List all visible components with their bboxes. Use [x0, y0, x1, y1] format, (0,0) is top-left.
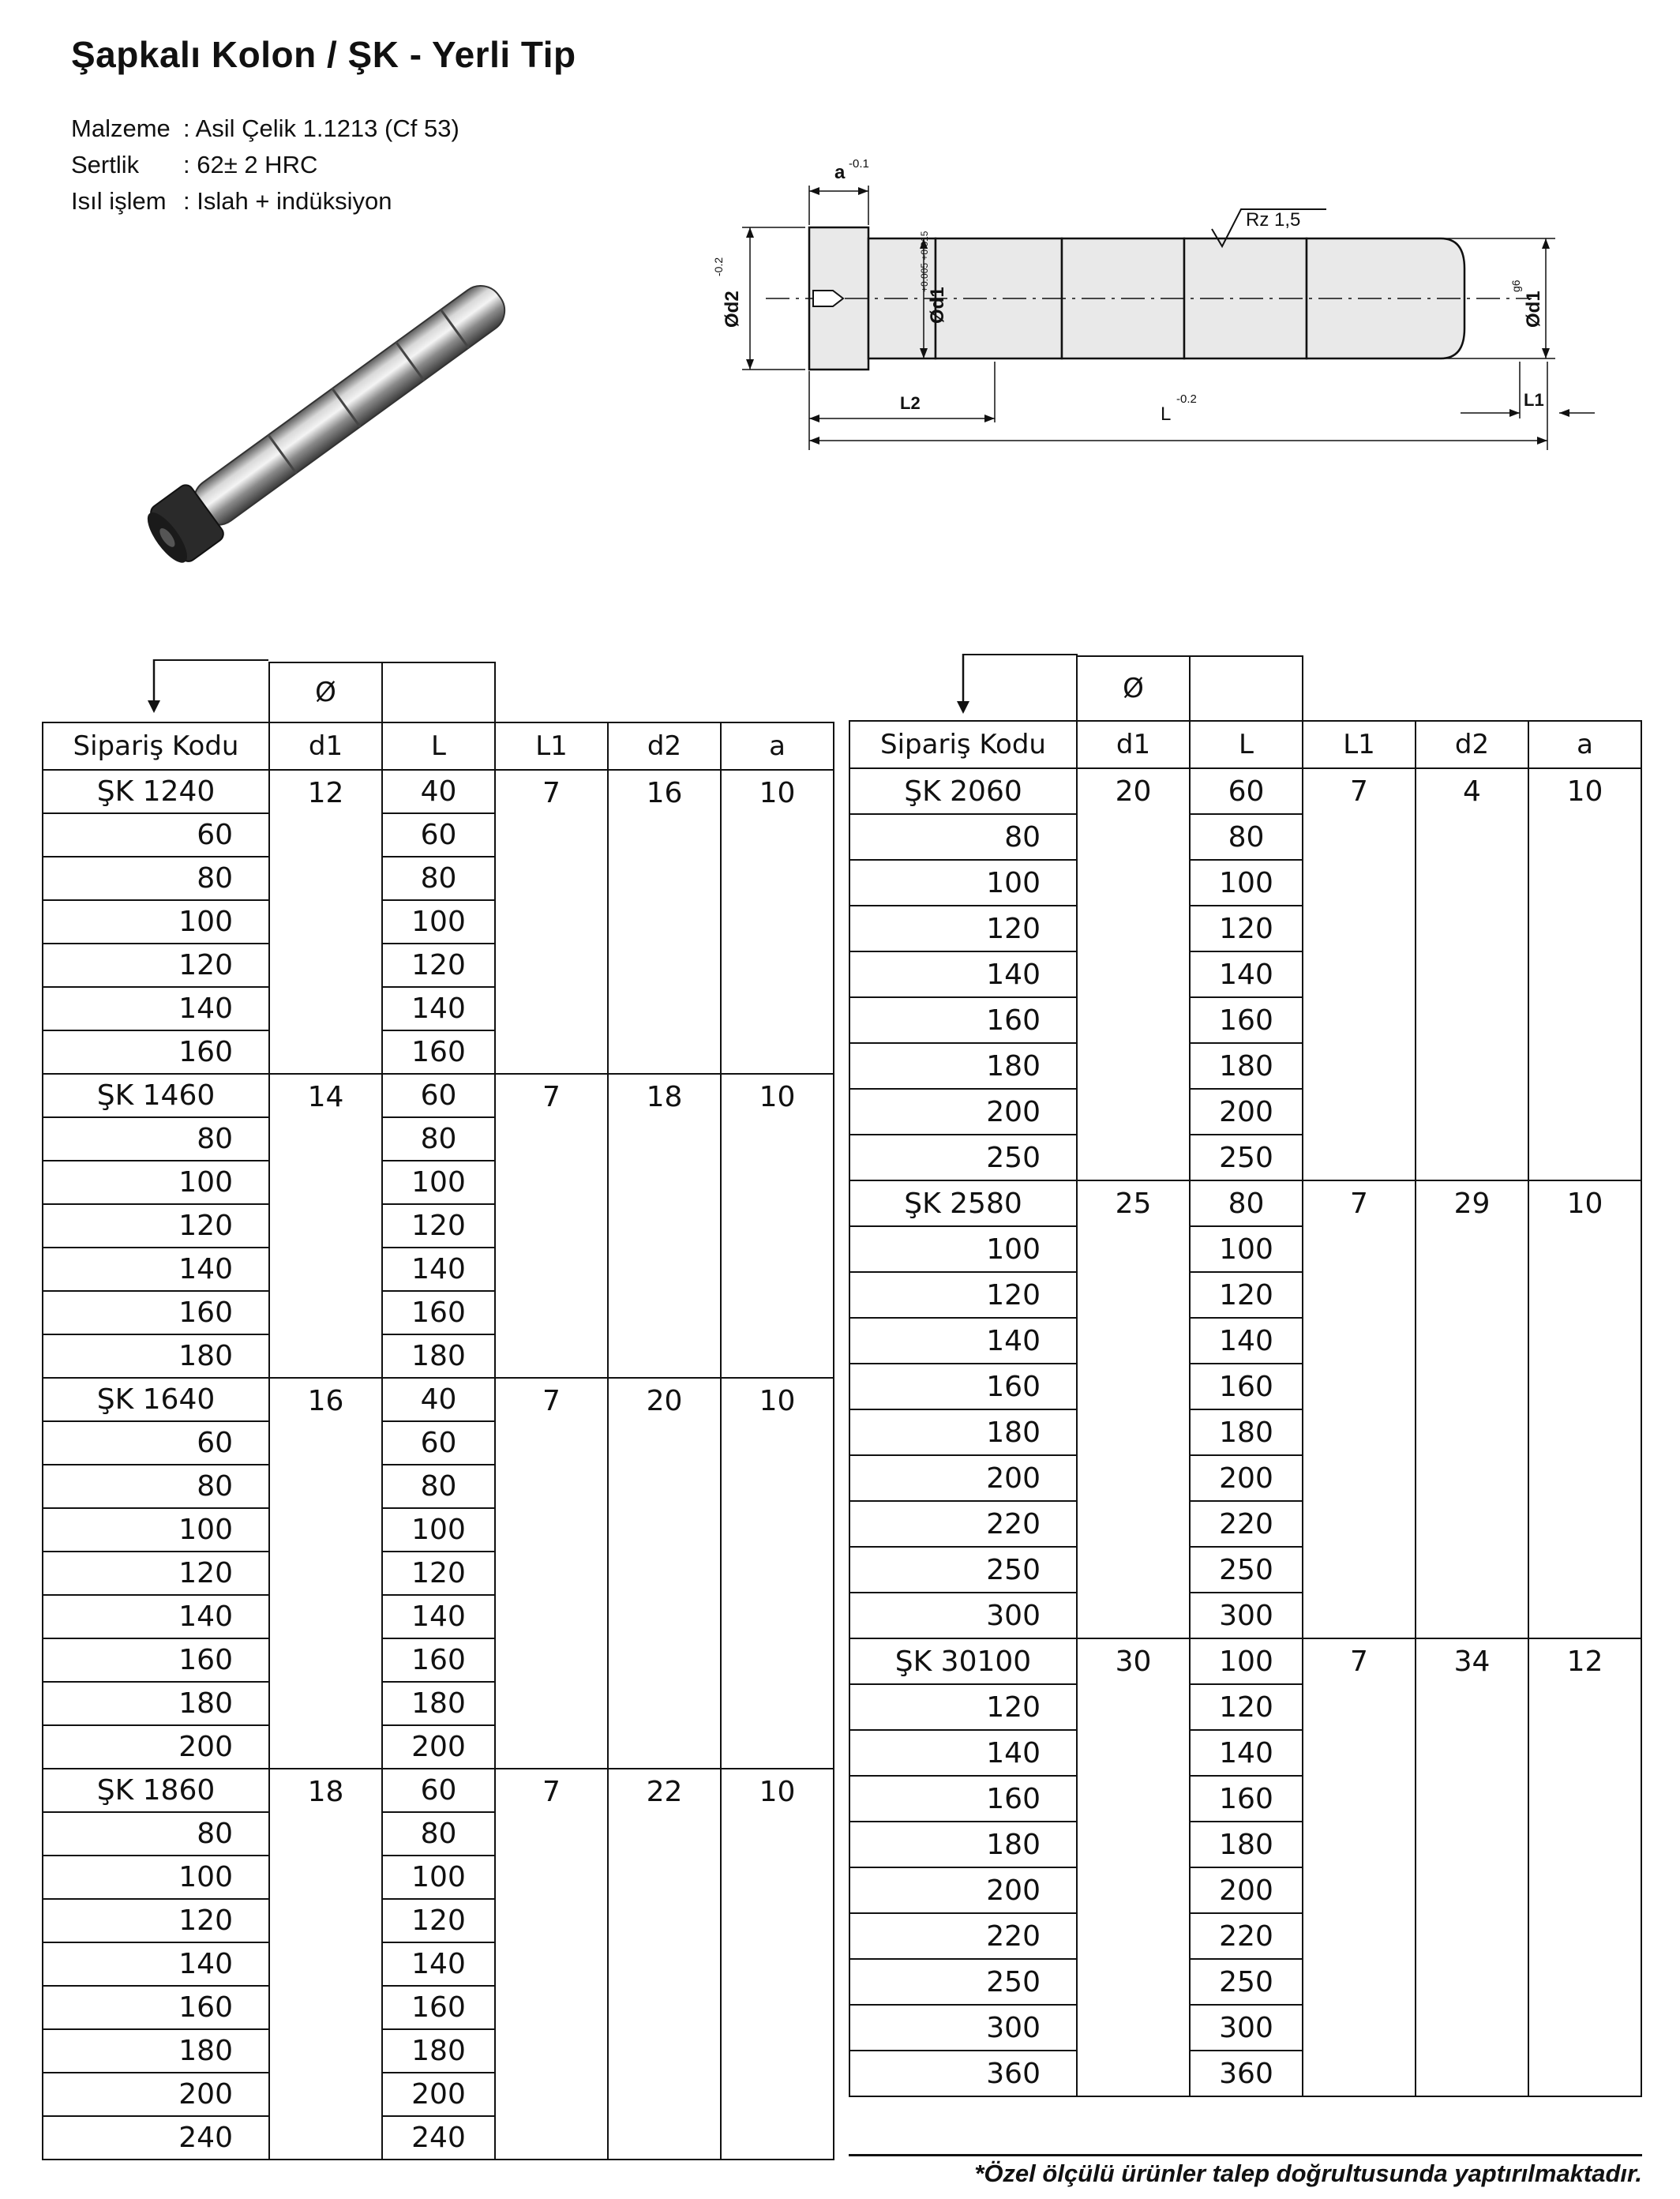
- length-cell: 160: [1190, 1776, 1303, 1822]
- column-header-5: a: [721, 722, 834, 770]
- material-specs: [71, 111, 459, 220]
- order-code-cell: 100: [43, 1856, 269, 1899]
- spec-label: Malzeme: [71, 114, 171, 142]
- column-header-3: L1: [1303, 721, 1416, 768]
- table-row: [849, 1180, 1641, 1226]
- order-code-cell: ŞK 1640: [43, 1378, 269, 1421]
- technical-drawing: [703, 150, 1611, 458]
- order-code-cell: 100: [43, 900, 269, 944]
- d2-label: Ød2: [722, 291, 743, 328]
- length-cell: 200: [382, 1725, 495, 1769]
- length-cell: 240: [382, 2116, 495, 2160]
- order-code-cell: 160: [849, 1364, 1077, 1409]
- order-code-cell: 120: [43, 1899, 269, 1942]
- diameter-blank-cell: [382, 662, 495, 722]
- column-header-2: L: [1190, 721, 1303, 768]
- order-code-cell: 200: [43, 2073, 269, 2116]
- order-code-cell: 120: [43, 1204, 269, 1248]
- order-code-cell: 140: [43, 1942, 269, 1986]
- spec-label: Isıl işlem: [71, 187, 167, 215]
- a-cell: 10: [1528, 1180, 1641, 1638]
- length-cell: 220: [1190, 1501, 1303, 1547]
- blank-cell: [495, 662, 834, 722]
- length-cell: 60: [382, 813, 495, 857]
- order-code-cell: 100: [849, 860, 1077, 906]
- diameter-symbol-cell: Ø: [269, 662, 382, 722]
- length-cell: 40: [382, 770, 495, 813]
- column-header-5: a: [1528, 721, 1641, 768]
- d1-tolerance: +0.005 +0.015: [919, 231, 930, 292]
- table-row: [849, 1638, 1641, 1684]
- order-code-cell: 200: [43, 1725, 269, 1769]
- length-cell: 100: [1190, 1226, 1303, 1272]
- order-code-cell: 80: [43, 1465, 269, 1508]
- order-code-cell: 100: [43, 1508, 269, 1552]
- l1-cell: 7: [1303, 1180, 1416, 1638]
- length-cell: 140: [1190, 1318, 1303, 1364]
- roughness-label: Rz 1,5: [1246, 209, 1301, 231]
- guide-pin-photo: [138, 272, 564, 565]
- spec-value: : Islah + indüksiyon: [183, 187, 392, 215]
- l1-cell: 7: [1303, 1638, 1416, 2096]
- d2-cell: 16: [608, 770, 721, 1074]
- order-code-cell: 160: [43, 1638, 269, 1682]
- length-cell: 100: [382, 1508, 495, 1552]
- a-cell: 10: [1528, 768, 1641, 1180]
- d2-cell: 29: [1416, 1180, 1528, 1638]
- d2-cell: 34: [1416, 1638, 1528, 2096]
- length-cell: 80: [382, 1812, 495, 1856]
- length-cell: 360: [1190, 2051, 1303, 2096]
- length-cell: 100: [382, 1161, 495, 1204]
- d2-cell: 20: [608, 1378, 721, 1769]
- order-code-cell: 250: [849, 1547, 1077, 1593]
- order-code-cell: 180: [43, 2029, 269, 2073]
- length-cell: 220: [1190, 1913, 1303, 1959]
- order-code-cell: 140: [43, 987, 269, 1030]
- order-code-cell: 200: [849, 1455, 1077, 1501]
- length-cell: 140: [382, 1942, 495, 1986]
- order-code-cell: 120: [849, 906, 1077, 951]
- order-code-cell: ŞK 1240: [43, 770, 269, 813]
- length-cell: 80: [382, 857, 495, 900]
- length-cell: 300: [1190, 1593, 1303, 1638]
- order-code-cell: 220: [849, 1501, 1077, 1547]
- length-cell: 140: [382, 987, 495, 1030]
- length-cell: 120: [382, 1552, 495, 1595]
- length-cell: 120: [382, 944, 495, 987]
- a-cell: 10: [721, 770, 834, 1074]
- order-code-cell: ŞK 2580: [849, 1180, 1077, 1226]
- d1-label: Ød1: [927, 287, 948, 324]
- diameter-header-row: [43, 662, 834, 722]
- l2-label: L2: [900, 393, 921, 413]
- length-cell: 180: [382, 1334, 495, 1378]
- l1-cell: 7: [495, 1074, 608, 1378]
- length-cell: 80: [382, 1117, 495, 1161]
- order-code-cell: 80: [43, 857, 269, 900]
- a-cell: 10: [721, 1769, 834, 2160]
- order-code-cell: 180: [849, 1409, 1077, 1455]
- length-cell: 200: [1190, 1089, 1303, 1135]
- length-cell: 100: [382, 1856, 495, 1899]
- a-tolerance: -0.1: [849, 157, 869, 171]
- l1-label: L1: [1524, 390, 1544, 410]
- column-header-row: [43, 722, 834, 770]
- table-row: [43, 1074, 834, 1117]
- d1-cell: 18: [269, 1769, 382, 2160]
- l-tolerance: -0.2: [1176, 392, 1197, 406]
- order-code-cell: 240: [43, 2116, 269, 2160]
- order-code-cell: 180: [849, 1822, 1077, 1867]
- order-code-cell: 180: [43, 1334, 269, 1378]
- length-cell: 180: [382, 2029, 495, 2073]
- length-cell: 80: [1190, 1180, 1303, 1226]
- order-code-cell: 140: [43, 1595, 269, 1638]
- table-row: [849, 768, 1641, 814]
- length-cell: 180: [1190, 1409, 1303, 1455]
- length-cell: 140: [382, 1248, 495, 1291]
- left-table-arrow-line: [153, 659, 268, 661]
- order-code-cell: 100: [43, 1161, 269, 1204]
- length-cell: 80: [1190, 814, 1303, 860]
- length-cell: 60: [1190, 768, 1303, 814]
- order-code-cell: 80: [849, 814, 1077, 860]
- order-code-cell: 60: [43, 1421, 269, 1465]
- d1-right-tolerance: g6: [1509, 280, 1522, 292]
- footnote: *Özel ölçülü ürünler talep doğrultusunda yaptırılmaktadır.: [974, 2160, 1642, 2187]
- length-cell: 180: [1190, 1822, 1303, 1867]
- a-cell: 10: [721, 1074, 834, 1378]
- blank-cell: [1303, 656, 1641, 721]
- l1-cell: 7: [495, 770, 608, 1074]
- right-spec-table: [849, 655, 1642, 2097]
- d2-tolerance: -0.2: [712, 257, 725, 276]
- l1-cell: 7: [1303, 768, 1416, 1180]
- length-cell: 160: [382, 1030, 495, 1074]
- length-cell: 180: [382, 1682, 495, 1725]
- order-code-cell: 300: [849, 1593, 1077, 1638]
- order-code-cell: 160: [43, 1291, 269, 1334]
- order-code-cell: 250: [849, 1135, 1077, 1180]
- length-cell: 250: [1190, 1959, 1303, 2005]
- order-code-cell: 120: [849, 1272, 1077, 1318]
- order-code-cell: 220: [849, 1913, 1077, 1959]
- order-code-cell: 160: [43, 1986, 269, 2029]
- order-code-cell: 180: [849, 1043, 1077, 1089]
- length-cell: 120: [382, 1899, 495, 1942]
- left-spec-table: [42, 662, 834, 2160]
- length-cell: 120: [1190, 1684, 1303, 1730]
- length-cell: 120: [1190, 906, 1303, 951]
- length-cell: 120: [382, 1204, 495, 1248]
- column-header-1: d1: [1077, 721, 1190, 768]
- order-code-cell: 120: [43, 944, 269, 987]
- d1-cell: 25: [1077, 1180, 1190, 1638]
- order-code-cell: ŞK 1460: [43, 1074, 269, 1117]
- table-row: [43, 1769, 834, 1812]
- column-header-0: Sipariş Kodu: [849, 721, 1077, 768]
- table-row: [43, 770, 834, 813]
- length-cell: 60: [382, 1421, 495, 1465]
- diameter-blank-cell: [1190, 656, 1303, 721]
- order-code-cell: 140: [849, 1730, 1077, 1776]
- order-code-cell: ŞK 2060: [849, 768, 1077, 814]
- table-row: [43, 1378, 834, 1421]
- length-cell: 250: [1190, 1135, 1303, 1180]
- d1-cell: 20: [1077, 768, 1190, 1180]
- footnote-rule: [849, 2154, 1642, 2156]
- a-cell: 10: [721, 1378, 834, 1769]
- d1-cell: 16: [269, 1378, 382, 1769]
- blank-cell: [43, 662, 269, 722]
- d1-cell: 12: [269, 770, 382, 1074]
- order-code-cell: ŞK 30100: [849, 1638, 1077, 1684]
- length-cell: 160: [382, 1986, 495, 2029]
- l-label: L: [1161, 403, 1172, 425]
- spec-hardness: [71, 147, 459, 183]
- spec-label: Sertlik: [71, 151, 140, 178]
- a-label: a: [834, 162, 846, 183]
- length-cell: 60: [382, 1074, 495, 1117]
- spec-heat-treatment: [71, 183, 459, 220]
- d2-cell: 22: [608, 1769, 721, 2160]
- column-header-row: [849, 721, 1641, 768]
- length-cell: 140: [382, 1595, 495, 1638]
- page-title: Şapkalı Kolon / ŞK - Yerli Tip: [71, 34, 576, 75]
- length-cell: 160: [1190, 997, 1303, 1043]
- length-cell: 300: [1190, 2005, 1303, 2051]
- length-cell: 100: [382, 900, 495, 944]
- diameter-symbol-cell: Ø: [1077, 656, 1190, 721]
- length-cell: 60: [382, 1769, 495, 1812]
- column-header-1: d1: [269, 722, 382, 770]
- length-cell: 40: [382, 1378, 495, 1421]
- d1-cell: 30: [1077, 1638, 1190, 2096]
- order-code-cell: 120: [43, 1552, 269, 1595]
- length-cell: 100: [1190, 1638, 1303, 1684]
- length-cell: 120: [1190, 1272, 1303, 1318]
- length-cell: 200: [1190, 1455, 1303, 1501]
- l1-cell: 7: [495, 1769, 608, 2160]
- column-header-3: L1: [495, 722, 608, 770]
- order-code-cell: 140: [849, 951, 1077, 997]
- order-code-cell: 60: [43, 813, 269, 857]
- order-code-cell: ŞK 1860: [43, 1769, 269, 1812]
- length-cell: 140: [1190, 1730, 1303, 1776]
- blank-cell: [849, 656, 1077, 721]
- spec-material: [71, 111, 459, 147]
- order-code-cell: 140: [849, 1318, 1077, 1364]
- order-code-cell: 180: [43, 1682, 269, 1725]
- column-header-4: d2: [608, 722, 721, 770]
- length-cell: 80: [382, 1465, 495, 1508]
- column-header-4: d2: [1416, 721, 1528, 768]
- order-code-cell: 160: [849, 997, 1077, 1043]
- length-cell: 100: [1190, 860, 1303, 906]
- length-cell: 250: [1190, 1547, 1303, 1593]
- order-code-cell: 160: [43, 1030, 269, 1074]
- d1-cell: 14: [269, 1074, 382, 1378]
- a-cell: 12: [1528, 1638, 1641, 2096]
- length-cell: 180: [1190, 1043, 1303, 1089]
- order-code-cell: 250: [849, 1959, 1077, 2005]
- order-code-cell: 300: [849, 2005, 1077, 2051]
- spec-value: : Asil Çelik 1.1213 (Cf 53): [183, 114, 459, 142]
- d2-cell: 4: [1416, 768, 1528, 1180]
- order-code-cell: 160: [849, 1776, 1077, 1822]
- length-cell: 200: [1190, 1867, 1303, 1913]
- spec-value: : 62± 2 HRC: [183, 151, 318, 178]
- d2-cell: 18: [608, 1074, 721, 1378]
- length-cell: 160: [382, 1291, 495, 1334]
- l1-cell: 7: [495, 1378, 608, 1769]
- diameter-header-row: [849, 656, 1641, 721]
- length-cell: 160: [1190, 1364, 1303, 1409]
- d1-right-label: Ød1: [1523, 291, 1544, 328]
- order-code-cell: 100: [849, 1226, 1077, 1272]
- order-code-cell: 140: [43, 1248, 269, 1291]
- order-code-cell: 80: [43, 1812, 269, 1856]
- column-header-2: L: [382, 722, 495, 770]
- order-code-cell: 120: [849, 1684, 1077, 1730]
- order-code-cell: 360: [849, 2051, 1077, 2096]
- length-cell: 140: [1190, 951, 1303, 997]
- order-code-cell: 200: [849, 1867, 1077, 1913]
- column-header-0: Sipariş Kodu: [43, 722, 269, 770]
- length-cell: 200: [382, 2073, 495, 2116]
- order-code-cell: 80: [43, 1117, 269, 1161]
- order-code-cell: 200: [849, 1089, 1077, 1135]
- length-cell: 160: [382, 1638, 495, 1682]
